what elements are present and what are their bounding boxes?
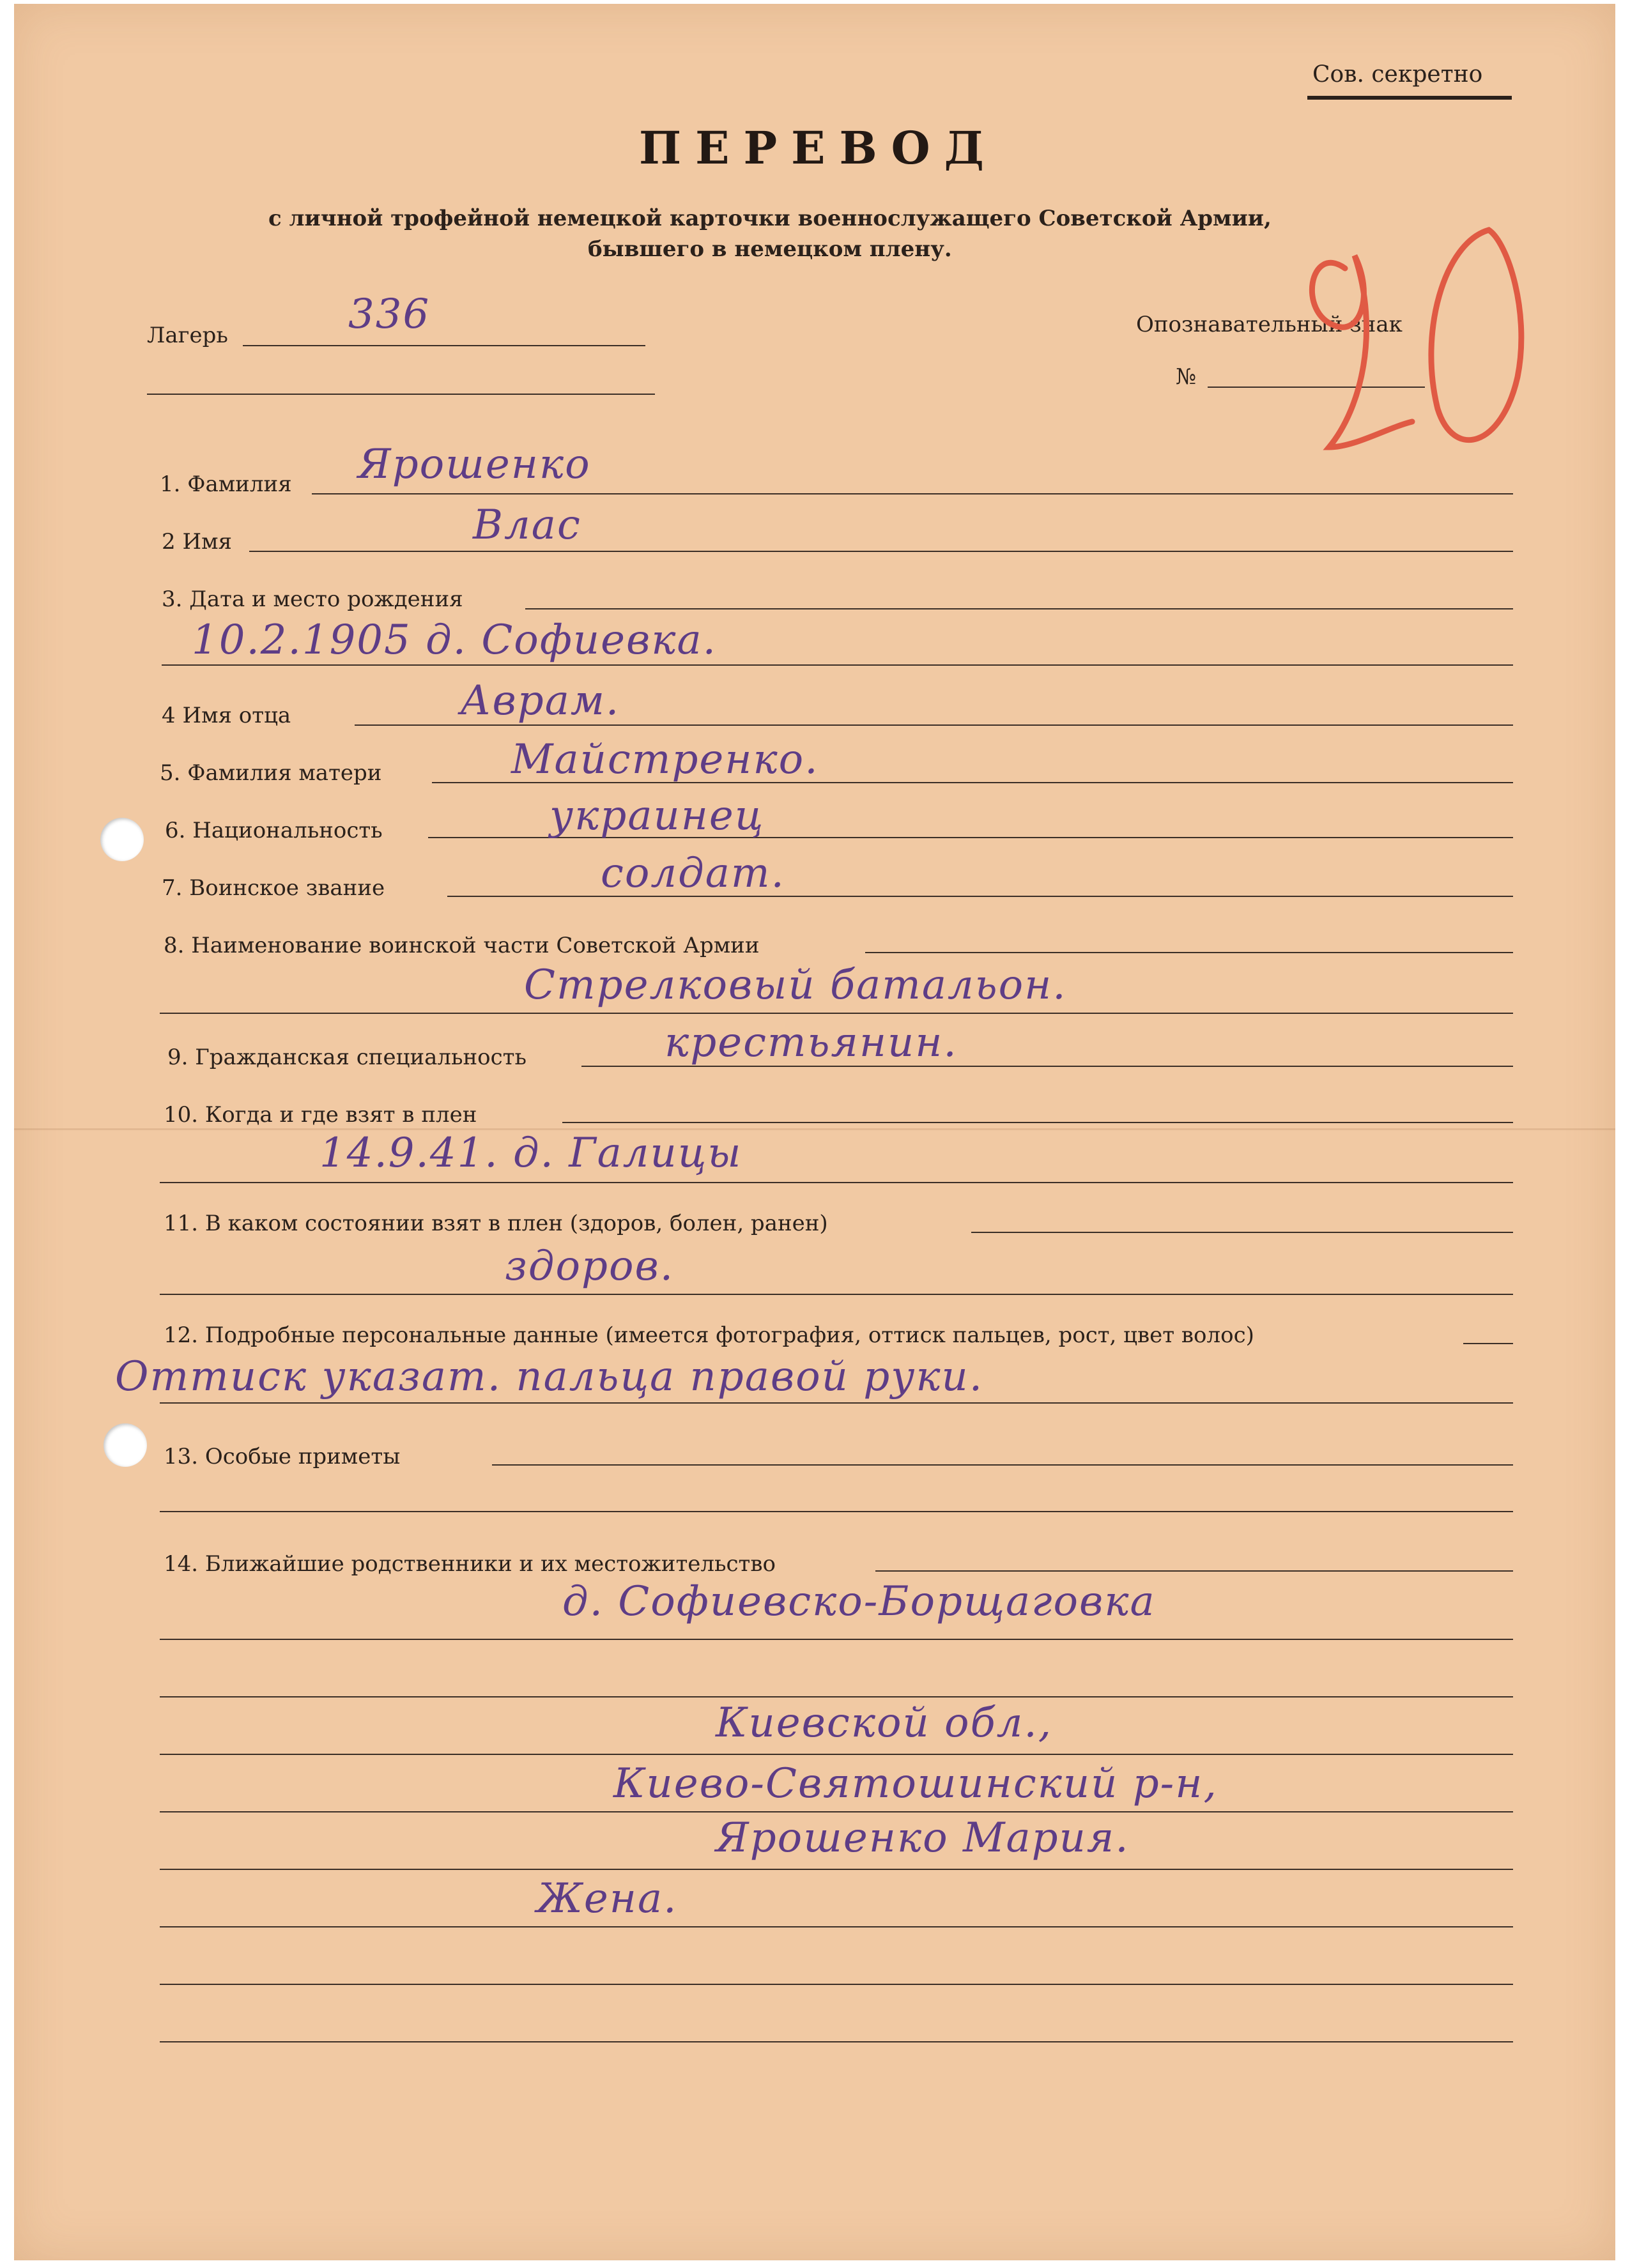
field-profession-value: крестьянин. (665, 1019, 958, 1066)
subtitle-line-2: бывшего в немецком плену. (588, 236, 952, 262)
field-details-label: 12. Подробные персональные данные (имеется фотография, оттиск пальцев, рост, цвет волос) (164, 1322, 1254, 1348)
field-marks-line-2 (160, 1511, 1513, 1512)
camp-line (243, 345, 645, 346)
field-unit-label: 8. Наименование воинской части Советской Армии (164, 933, 760, 958)
field-mother-label: 5. Фамилия матери (160, 760, 382, 786)
field-relatives-value-2: Киевской обл., (716, 1699, 1053, 1747)
field-capture-value: 14.9.41. д. Галицы (319, 1130, 742, 1177)
field-rank-value: солдат. (601, 850, 785, 897)
field-relatives-line-2 (160, 1639, 1513, 1640)
field-nationality-label: 6. Национальность (165, 818, 383, 843)
document-title: ПЕРЕВОД (639, 121, 998, 174)
field-capture-line (562, 1122, 1513, 1123)
camp-line-2 (147, 394, 655, 395)
field-relatives-line-5 (160, 1811, 1513, 1812)
field-nationality-value: украинец (550, 792, 765, 839)
field-marks-line (492, 1464, 1513, 1466)
red-mark-text (1284, 217, 1293, 224)
field-condition-value: здоров. (505, 1243, 675, 1290)
field-birth-label: 3. Дата и место рождения (162, 586, 463, 612)
field-surname-value: Ярошенко (358, 441, 591, 488)
field-unit-value: Стрелковый батальон. (524, 962, 1067, 1009)
subtitle-line-1: с личной трофейной немецкой карточки военнослужащего Советской Армии, (268, 206, 1272, 231)
field-relatives-line-7 (160, 1926, 1513, 1927)
field-name-line (249, 551, 1513, 552)
field-father-value: Аврам. (460, 677, 620, 724)
red-pencil-mark (1284, 217, 1553, 526)
classification-stamp: Сов. секретно (1312, 61, 1483, 88)
field-surname-label: 1. Фамилия (160, 471, 292, 497)
field-relatives-value-3: Киево-Святошинский р-н, (613, 1760, 1218, 1807)
field-relatives-line-9 (160, 2041, 1513, 2042)
field-relatives-label: 14. Ближайшие родственники и их местожительство (164, 1551, 776, 1577)
field-condition-line (971, 1232, 1513, 1233)
field-relatives-line (875, 1570, 1513, 1572)
field-unit-line-2 (160, 1013, 1513, 1014)
classification-underline (1307, 96, 1512, 100)
field-birth-line (525, 608, 1513, 609)
field-capture-label: 10. Когда и где взят в плен (164, 1102, 477, 1128)
tag-label: Опознавательный знак (1136, 312, 1403, 337)
field-name-value: Влас (473, 502, 581, 549)
field-name-label: 2 Имя (162, 529, 232, 555)
paper-fold (14, 1128, 1615, 1130)
field-details-line-2 (160, 1402, 1513, 1404)
field-relatives-value-4: Ярошенко Мария. (716, 1814, 1130, 1862)
field-condition-label: 11. В каком состоянии взят в плен (здоров, болен, ранен) (164, 1211, 828, 1236)
punch-hole (100, 818, 144, 861)
field-father-line (355, 724, 1513, 726)
field-relatives-value-1: д. Софиевско-Борщаговка (562, 1578, 1156, 1625)
field-condition-line-2 (160, 1294, 1513, 1295)
field-rank-label: 7. Воинское звание (162, 875, 385, 901)
field-details-value: Оттиск указат. пальца правой руки. (115, 1353, 984, 1400)
field-unit-line (865, 952, 1513, 953)
field-relatives-line-6 (160, 1869, 1513, 1870)
camp-value: 336 (348, 291, 431, 338)
camp-label: Лагерь (147, 323, 228, 348)
field-birth-line-2 (162, 664, 1513, 666)
field-relatives-line-8 (160, 1984, 1513, 1985)
field-capture-line-2 (160, 1182, 1513, 1183)
field-marks-label: 13. Особые приметы (164, 1444, 401, 1469)
field-details-line (1463, 1343, 1513, 1344)
field-relatives-line-3 (160, 1696, 1513, 1697)
field-mother-value: Майстренко. (511, 736, 819, 783)
field-relatives-value-5: Жена. (537, 1875, 678, 1922)
tag-number-label: № (1176, 364, 1197, 390)
field-surname-line (312, 493, 1513, 494)
field-father-label: 4 Имя отца (162, 703, 291, 728)
field-birth-value: 10.2.1905 д. Софиевка. (192, 617, 717, 664)
punch-hole (104, 1423, 147, 1467)
field-profession-label: 9. Гражданская специальность (167, 1045, 527, 1070)
field-relatives-line-4 (160, 1754, 1513, 1755)
